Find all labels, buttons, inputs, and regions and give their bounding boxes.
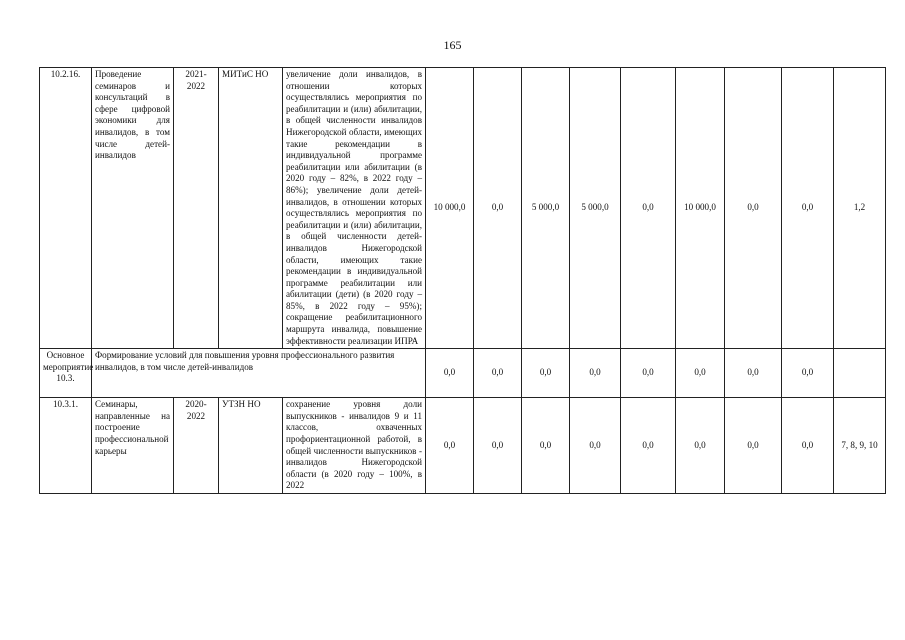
value-cell: 0,0 (522, 398, 570, 494)
value-cell: 0,0 (426, 349, 474, 398)
value-cell: 0,0 (426, 398, 474, 494)
value-cell: 0,0 (522, 349, 570, 398)
value-cell: 0,0 (725, 398, 782, 494)
value-cell: 0,0 (782, 68, 834, 349)
value-cell: 0,0 (725, 349, 782, 398)
value-cell: 0,0 (621, 398, 676, 494)
measure-executor: УТЗН НО (219, 398, 283, 494)
measure-result: сохранение уровня доли выпускников - инвалидов 9 и 11 классов, охваченных профориентационной работой, в общей численности выпускников - инвалидов Нижегородской области (в 2020 году – 100%, в 2022 (283, 398, 426, 494)
indicator-cell: 7, 8, 9, 10 (834, 398, 886, 494)
value-cell: 0,0 (570, 349, 621, 398)
measure-executor: МИТиС НО (219, 68, 283, 349)
value-cell: 5 000,0 (570, 68, 621, 349)
table-row (40, 398, 886, 494)
value-cell: 0,0 (676, 398, 725, 494)
value-cell: 0,0 (725, 68, 782, 349)
measure-code: 10.3.1. (40, 398, 92, 494)
page-number: 165 (443, 38, 462, 52)
measure-code: 10.2.16. (40, 68, 92, 349)
value-cell: 0,0 (621, 349, 676, 398)
measure-name: Проведение семинаров и консультаций в сфере цифровой экономики для инвалидов, в том числе детей-инвалидов (92, 68, 174, 349)
measure-code: Основное мероприятие 10.3. (40, 349, 92, 398)
value-cell: 0,0 (782, 398, 834, 494)
measure-result: увеличение доли инвалидов, в отношении которых осуществлялись мероприятия по реабилитации и (или) абилитации, в общей численности инвалидов Нижегородской области, имеющих такие рекомендации в индивидуальной программе реабилитации или абилитации (в 2020 году – 82%, в 2022 году – 86%); увеличение доли детей-инвалидов, в отношении которых осуществлялись мероприятия по реабилитации и (или) абилитации, в общей численности детей-инвалидов Нижегородской области, имеющих такие рекомендации в индивидуальной программе реабилитации или абилитации (дети) (в 2020 году – 85%, в 2022 году – 95%); сокращение реабилитационного маршрута инвалида, повышение эффективности реализации ИПРА (283, 68, 426, 349)
value-cell: 10 000,0 (426, 68, 474, 349)
indicator-cell: 1,2 (834, 68, 886, 349)
measure-period: 2021-2022 (174, 68, 219, 349)
value-cell: 0,0 (474, 398, 522, 494)
value-cell: 0,0 (570, 398, 621, 494)
value-cell: 0,0 (474, 349, 522, 398)
value-cell: 0,0 (621, 68, 676, 349)
measure-name: Семинары, направленные на построение профессиональной карьеры (92, 398, 174, 494)
value-cell: 5 000,0 (522, 68, 570, 349)
indicator-cell (834, 349, 886, 398)
value-cell: 10 000,0 (676, 68, 725, 349)
value-cell: 0,0 (676, 349, 725, 398)
table-row (40, 349, 886, 398)
table-row (40, 68, 886, 349)
measure-period: 2020-2022 (174, 398, 219, 494)
value-cell: 0,0 (782, 349, 834, 398)
value-cell: 0,0 (474, 68, 522, 349)
measure-name: Формирование условий для повышения уровня профессионального развития инвалидов, в том числе детей-инвалидов (92, 349, 426, 398)
program-table (39, 67, 886, 494)
